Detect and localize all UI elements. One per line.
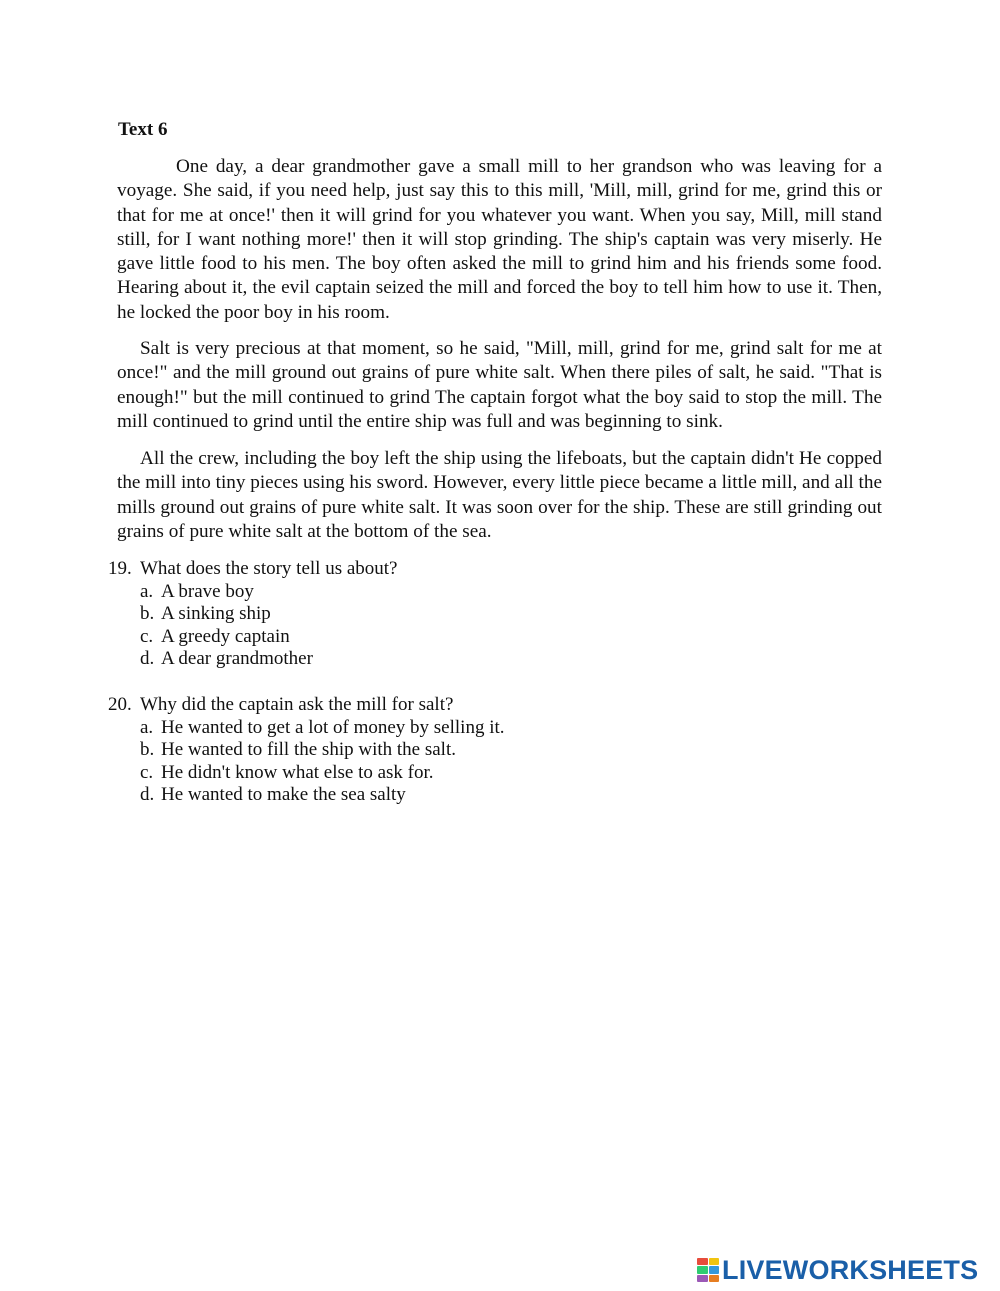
option-letter: a. <box>140 580 154 602</box>
logo-cell <box>697 1275 708 1282</box>
option-letter: c. <box>140 761 154 783</box>
option-list <box>108 717 908 807</box>
logo-cell <box>709 1266 720 1273</box>
passage-paragraph-3: All the crew, including the boy left the ship using the lifeboats, but the captain didn't He copped the mill into tiny pieces using his sword. However, every little piece became a little mill, and all the mills ground out grains of pure white salt. It was soon over for the ship. These are still grinding out grains of pure white salt at the bottom of the sea. <box>117 448 882 542</box>
question-text: Why did the captain ask the mill for salt? <box>140 694 454 715</box>
passage-paragraph-2: Salt is very precious at that moment, so he said, "Mill, mill, grind for me, grind salt for me at once!" and the mill ground out grains of pure white salt. When there piles of salt, he said. "That is enough!" but the mill continued to grind The captain forgot what the boy said to stop the mill. The mill continued to grind until the entire ship was full and was beginning to sink. <box>117 338 882 432</box>
option-letter: d. <box>140 784 155 806</box>
option-d[interactable] <box>140 648 908 671</box>
logo-cell <box>697 1266 708 1273</box>
option-letter: a. <box>140 716 154 738</box>
option-list <box>108 581 908 671</box>
option-c[interactable] <box>140 626 908 649</box>
option-text: He wanted to fill the ship with the salt. <box>161 739 456 761</box>
option-text: A dear grandmother <box>161 648 313 670</box>
option-text: He wanted to get a lot of money by selling it. <box>161 716 505 738</box>
question-number: 19. <box>108 558 132 579</box>
option-a[interactable] <box>140 717 908 740</box>
option-letter: c. <box>140 625 154 647</box>
option-letter: d. <box>140 648 155 670</box>
question-19 <box>108 558 908 671</box>
option-a[interactable] <box>140 581 908 604</box>
brand-name: LIVEWORKSHEETS <box>722 1255 979 1285</box>
option-letter: b. <box>140 603 155 625</box>
question-number: 20. <box>108 694 132 715</box>
option-text: A greedy captain <box>161 625 290 647</box>
question-20 <box>108 694 908 807</box>
logo-cell <box>709 1258 720 1265</box>
option-text: A brave boy <box>161 580 254 602</box>
logo-cell <box>709 1275 720 1282</box>
option-c[interactable] <box>140 762 908 785</box>
logo-grid-icon <box>697 1258 719 1282</box>
option-letter: b. <box>140 739 155 761</box>
option-b[interactable] <box>140 603 908 626</box>
passage-paragraph-1: One day, a dear grandmother gave a small mill to her grandson who was leaving for a voyage. She said, if you need help, just say this to this mill, 'Mill, mill, grind for me, grind this or that for me at once!' then it will grind for you whatever you want. When you say, Mill, mill stand still, for I want nothing more!' then it will stop grinding. The ship's captain was very miserly. He gave little food to his men. The boy often asked the mill to grind him and his friends some food. Hearing about it, the evil captain seized the mill and forced the boy to tell him how to use it. Then, he locked the poor boy in his room. <box>117 156 882 323</box>
option-text: He wanted to make the sea salty <box>161 784 406 806</box>
option-text: He didn't know what else to ask for. <box>161 761 434 783</box>
question-text: What does the story tell us about? <box>140 558 398 579</box>
liveworksheets-logo[interactable] <box>697 1255 978 1285</box>
option-text: A sinking ship <box>161 603 271 625</box>
option-b[interactable] <box>140 739 908 762</box>
logo-cell <box>697 1258 708 1265</box>
page-title: Text 6 <box>118 119 168 140</box>
option-d[interactable] <box>140 784 908 807</box>
